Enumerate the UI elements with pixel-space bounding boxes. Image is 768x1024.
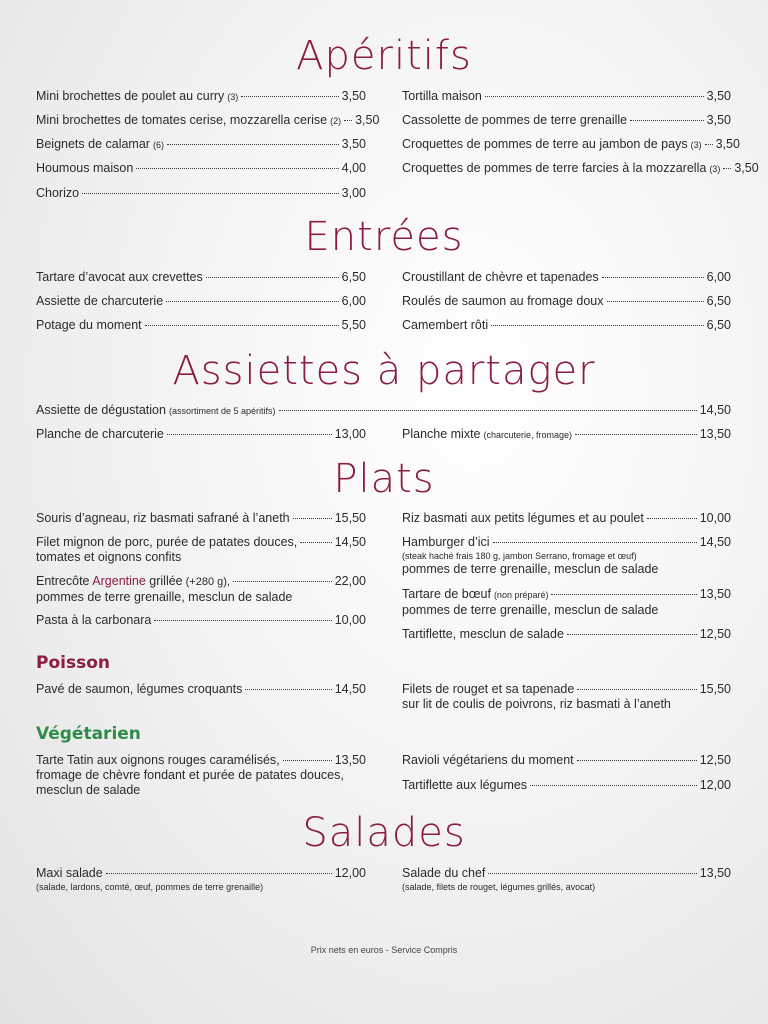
dot-leader [344,119,352,121]
item-note: (charcuterie, fromage) [483,430,573,440]
item-price: 3,50 [715,137,740,151]
menu-item [36,403,731,419]
item-name: Croquettes de pommes de terre farcies à la mozzarella [402,161,707,175]
dot-leader [485,95,704,97]
item-name: Pavé de saumon, légumes croquants [36,682,243,696]
dot-leader [136,167,338,169]
dot-leader [166,300,339,302]
item-description: tomates et oignons confits [36,550,182,564]
dot-leader [82,192,339,194]
menu-item [402,113,731,128]
item-name: Souris d’agneau, riz basmati safrané à l’aneth [36,511,290,525]
menu-item [402,753,731,768]
item-note: (non préparé) [493,590,549,600]
dot-leader [551,593,696,595]
item-price: 13,50 [699,587,731,601]
item-name: Planche mixte [402,427,481,441]
item-note: (3) [709,164,721,174]
item-name: Croustillant de chèvre et tapenades [402,270,599,284]
dot-leader [106,872,332,874]
menu-item [402,427,731,443]
item-price: 15,50 [334,511,366,525]
item-price: 13,50 [334,753,366,767]
item-note: (assortiment de 5 apéritifs) [168,406,276,416]
item-price: 6,50 [706,294,731,308]
item-name: Tartare de bœuf [402,587,491,601]
dot-leader [602,276,704,278]
menu-item [402,161,759,177]
menu-item [402,866,731,893]
dot-leader [647,517,697,519]
menu-item [402,294,731,309]
item-name-part: Entrecôte [36,574,93,588]
subsection-title-vegetarien: Végétarien [36,724,141,744]
item-description: sur lit de coulis de poivrons, riz basmati à l’aneth [402,697,671,711]
item-name: Tortilla maison [402,89,482,103]
dot-leader [705,143,713,145]
item-price: 14,50 [334,682,366,696]
menu-item [36,161,366,176]
item-price: 6,50 [341,270,366,284]
item-price: 10,00 [699,511,731,525]
dot-leader [575,433,697,435]
item-name: Roulés de saumon au fromage doux [402,294,604,308]
item-name: Houmous maison [36,161,134,175]
item-price: 12,50 [699,627,731,641]
item-description: mesclun de salade [36,783,141,797]
menu-item [402,318,731,333]
item-description: pommes de terre grenaille, mesclun de salade [402,562,659,576]
item-price: 6,00 [706,270,731,284]
section-title-plats: Plats [333,456,435,502]
item-name: Potage du moment [36,318,142,332]
menu-item [402,89,731,104]
item-name: Mini brochettes de tomates cerise, mozzarella cerise [36,113,328,127]
dot-leader [723,167,731,169]
dot-leader [607,300,704,302]
item-name: Croquettes de pommes de terre au jambon de pays [402,137,688,151]
item-price: 3,50 [341,89,366,103]
item-name: Filet mignon de porc, purée de patates douces, [36,535,298,549]
menu-item [402,137,740,153]
menu-item [402,778,731,793]
subsection-title-poisson: Poisson [36,653,110,673]
item-name [36,574,183,589]
menu-item [36,427,366,442]
item-description: fromage de chèvre fondant et purée de patates douces, [36,768,344,782]
section-title-assiettes: Assiettes à partager [172,348,596,394]
menu-item [36,753,366,798]
item-name: Chorizo [36,186,80,200]
dot-leader [279,409,697,411]
item-name: Ravioli végétariens du moment [402,753,574,767]
item-price: 6,50 [706,318,731,332]
item-note: (+280 g), [185,576,230,588]
menu-item [36,511,366,526]
item-price: 12,50 [699,753,731,767]
item-note: (3) [227,92,239,102]
menu-item [402,587,731,618]
dot-leader [145,324,339,326]
item-price: 4,00 [341,161,366,175]
item-name: Beignets de calamar [36,137,150,151]
item-detail: (salade, lardons, comté, œuf, pommes de terre grenaille) [36,882,264,892]
menu-item [402,627,731,642]
menu-item [36,613,366,628]
menu-item [36,318,366,333]
menu-item [36,137,366,153]
item-price: 3,50 [706,89,731,103]
dot-leader [488,872,696,874]
item-price: 3,50 [355,113,380,127]
item-name: Assiette de charcuterie [36,294,164,308]
dot-leader [300,541,331,543]
item-note: (3) [690,140,702,150]
item-name: Camembert rôti [402,318,489,332]
item-price: 12,00 [334,866,366,880]
item-name: Planche de charcuterie [36,427,164,441]
dot-leader [577,759,697,761]
menu-item [402,270,731,285]
dot-leader [577,688,696,690]
menu-item [36,89,366,105]
item-name: Maxi salade [36,866,103,880]
item-name: Assiette de dégustation [36,403,166,417]
dot-leader [167,143,339,145]
item-price: 5,50 [341,318,366,332]
dot-leader [283,759,332,761]
menu-item [36,574,366,605]
dot-leader [154,619,331,621]
item-price: 13,00 [334,427,366,441]
item-price: 14,50 [699,403,731,417]
item-description: pommes de terre grenaille, mesclun de salade [402,603,659,617]
menu-item [36,270,366,285]
item-name: Salade du chef [402,866,486,880]
dot-leader [206,276,339,278]
menu-item [36,535,366,565]
item-price: 14,50 [699,535,731,549]
dot-leader [567,633,697,635]
item-note: (6) [152,140,164,150]
dot-leader [630,119,704,121]
item-detail: (salade, filets de rouget, légumes grillés, avocat) [402,882,596,892]
item-price: 10,00 [334,613,366,627]
item-name: Hamburger d’ici [402,535,490,549]
item-name: Filets de rouget et sa tapenade [402,682,575,696]
dot-leader [245,688,331,690]
menu-item [36,866,366,893]
item-name: Riz basmati aux petits légumes et au poulet [402,511,644,525]
dot-leader [233,580,332,582]
dot-leader [241,95,338,97]
item-note: (2) [330,116,342,126]
item-name-part: grillée [145,574,183,588]
item-price: 13,50 [699,427,731,441]
menu-item [402,535,731,577]
menu-item [402,511,731,526]
section-title-salades: Salades [302,810,466,856]
dot-leader [167,433,332,435]
section-title-entrees: Entrées [304,214,464,260]
item-name: Mini brochettes de poulet au curry [36,89,225,103]
menu-item [402,682,731,712]
item-description: pommes de terre grenaille, mesclun de salade [36,590,293,604]
item-price: 3,00 [341,186,366,200]
item-price: 3,50 [734,161,759,175]
dot-leader [491,324,704,326]
item-name: Tartare d’avocat aux crevettes [36,270,203,284]
menu-item [36,186,366,201]
item-price: 12,00 [699,778,731,792]
section-title-aperitifs: Apéritifs [296,33,472,79]
menu-item [36,682,366,697]
price-footnote: Prix nets en euros - Service Compris [310,945,458,955]
dot-leader [493,541,697,543]
item-name: Tarte Tatin aux oignons rouges caramélisés, [36,753,280,767]
item-name: Tartiflette aux légumes [402,778,528,792]
menu-item [36,294,366,309]
dot-leader [530,784,697,786]
item-price: 6,00 [341,294,366,308]
item-price: 3,50 [706,113,731,127]
dot-leader [293,517,332,519]
item-price: 22,00 [334,574,366,588]
item-price: 15,50 [699,682,731,696]
item-price: 14,50 [334,535,366,549]
item-price: 13,50 [699,866,731,880]
item-origin-highlight: Argentine [92,574,146,588]
item-price: 3,50 [341,137,366,151]
item-name: Tartiflette, mesclun de salade [402,627,564,641]
item-name: Pasta à la carbonara [36,613,152,627]
item-detail: (steak haché frais 180 g, jambon Serrano, fromage et œuf) [402,551,637,561]
menu-item [36,113,380,129]
item-name: Cassolette de pommes de terre grenaille [402,113,628,127]
